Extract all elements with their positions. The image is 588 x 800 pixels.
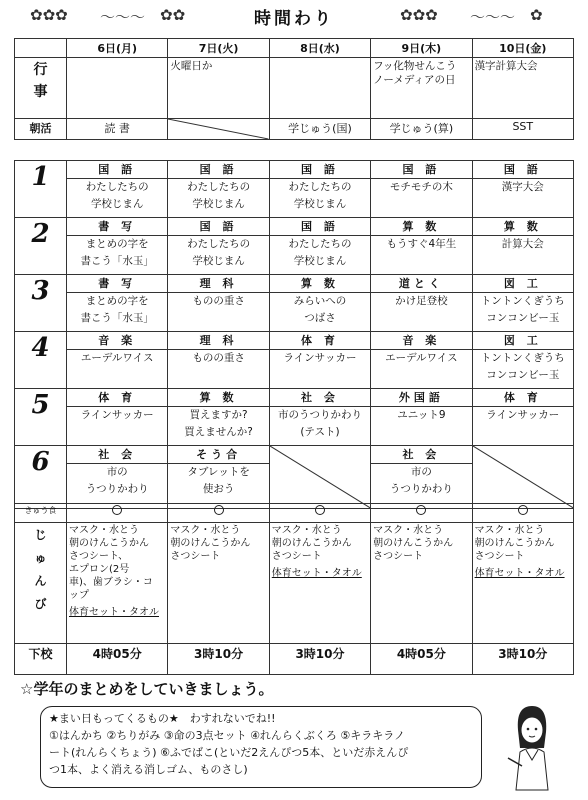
subject-label: 社 会 [67, 446, 167, 464]
subject-label: 国 語 [473, 161, 573, 179]
period-row [15, 446, 574, 509]
diagonal-line [168, 119, 268, 139]
asa-row [15, 119, 574, 140]
subject-label: 算 数 [270, 275, 370, 293]
lesson-content [473, 407, 573, 445]
circle-icon [315, 505, 325, 515]
gekou-label: 下校 [15, 644, 67, 675]
subject-label: 外国語 [371, 389, 471, 407]
period-number: 1 [15, 161, 67, 218]
junbi-line: マスク・水とう [170, 525, 241, 536]
lesson-content-line: トントンくぎうち [480, 352, 565, 364]
junbi-cell [269, 523, 370, 644]
junbi-line: マスク・水とう [373, 525, 444, 536]
lesson-cell [168, 446, 269, 509]
lesson-content-line: 使おう [202, 483, 235, 495]
junbi-line: マスク・水とう [474, 525, 545, 536]
lesson-content-line: 市の [410, 466, 432, 478]
day-header: 7日(火) [168, 39, 269, 58]
subject-label: 道とく [371, 275, 471, 293]
circle-icon [214, 505, 224, 515]
lesson-cell [472, 389, 573, 446]
lesson-content-line: 学校じまん [192, 198, 245, 210]
lesson-cell [371, 446, 472, 509]
lesson-content [67, 293, 167, 331]
gekou-time: 4時05分 [67, 644, 168, 675]
event-cell: フッ化物せんこう ノーメディアの日 [371, 58, 472, 119]
event-cell: 漢字計算大会 [472, 58, 573, 119]
subject-label: 図 工 [473, 332, 573, 350]
period-number: 4 [15, 332, 67, 389]
day-header: 10日(金) [472, 39, 573, 58]
event-cell [269, 58, 370, 119]
asa-cell: 学じゅう(算) [371, 119, 472, 140]
lesson-content-line: コンコンビー玉 [486, 312, 560, 324]
lesson-content-line: ラインサッカー [80, 409, 154, 421]
period-row [15, 161, 574, 218]
reminder-line: ①はんかち ②ちりがみ ③命の3点セット ④れんらくぶくろ ⑤キラキラノ [49, 729, 405, 742]
period-row [15, 389, 574, 446]
lesson-cell [371, 332, 472, 389]
subject-label: そう合 [168, 446, 268, 464]
lesson-content [168, 236, 268, 274]
gekou-time: 4時05分 [371, 644, 472, 675]
page-title: 時間わり [254, 9, 334, 29]
subject-label: 理 科 [168, 332, 268, 350]
junbi-line: さつシート [271, 551, 322, 562]
lesson-cell [269, 446, 370, 509]
lesson-content-line: わたしたちの [288, 181, 352, 193]
junbi-label: じ ゅ ん び [15, 523, 67, 644]
subject-label: 国 語 [270, 161, 370, 179]
day-header: 8日(水) [269, 39, 370, 58]
asa-cell-empty [168, 119, 269, 140]
lesson-content-line: 書こう「水玉」 [80, 312, 154, 324]
day-header: 9日(木) [371, 39, 472, 58]
gekou-time: 3時10分 [472, 644, 573, 675]
junbi-cell [472, 523, 573, 644]
junbi-underlined-item: 体育セット・タオル [271, 568, 362, 579]
wave-decoration-icon: 〜〜〜 [100, 8, 146, 26]
lesson-content-line: ラインサッカー [486, 409, 560, 421]
lesson-content-line: トントンくぎうち [480, 295, 565, 307]
day-header-row [15, 39, 574, 58]
lesson-cell [168, 275, 269, 332]
lesson-content-line: うつりかわり [85, 483, 149, 495]
lesson-cell [371, 218, 472, 275]
lesson-content [270, 293, 370, 331]
lesson-content [371, 407, 471, 445]
subject-label: 書 写 [67, 218, 167, 236]
subject-label: 書 写 [67, 275, 167, 293]
reminder-line: つ1本、よく消える消しゴム、ものさし) [49, 763, 248, 776]
lesson-cell [67, 332, 168, 389]
lesson-content-line: ものの重さ [192, 295, 245, 307]
reminder-line: ート(れんらくちょう) ⑥ふでばこ(といだ2えんぴつ5本、といだ赤えんぴ [49, 746, 409, 759]
subject-label: 図 工 [473, 275, 573, 293]
junbi-underlined-item: 体育セット・タオル [69, 607, 159, 618]
lesson-content [67, 350, 167, 388]
lesson-content-line: わたしたちの [187, 238, 251, 250]
lesson-cell [168, 218, 269, 275]
lesson-content [473, 236, 573, 274]
lesson-cell [269, 161, 370, 218]
lesson-content-line: 計算大会 [501, 238, 544, 250]
junbi-underlined-item: 体育セット・タオル [474, 568, 565, 579]
junbi-row [15, 523, 574, 644]
lesson-content-line: エーデルワイス [80, 352, 154, 364]
subject-label: 算 数 [371, 218, 471, 236]
lesson-cell [269, 389, 370, 446]
flower-decoration-icon: ✿✿ [160, 6, 186, 24]
junbi-line: 朝のけんこうかん [373, 538, 454, 549]
lesson-content-line: コンコンビー玉 [486, 369, 560, 381]
reminder-box [40, 706, 482, 788]
diagonal-line [270, 446, 370, 508]
lesson-content [270, 407, 370, 445]
lesson-content-line: (テスト) [300, 426, 340, 438]
kyushoku-label: きゅう食 [15, 504, 67, 523]
lesson-content-line: モチモチの木 [389, 181, 453, 193]
asa-label: 朝活 [15, 119, 67, 140]
circle-icon [112, 505, 122, 515]
event-cell [67, 58, 168, 119]
junbi-line: マスク・水とう [69, 525, 139, 536]
junbi-line: エプロン(2号 [69, 564, 130, 575]
lesson-content-line: 書こう「水玉」 [80, 255, 154, 267]
subject-label: 算 数 [168, 389, 268, 407]
wave-decoration-icon: 〜〜〜 [470, 8, 516, 26]
junbi-line: 朝のけんこうかん [69, 538, 149, 549]
junbi-line: さつシート、 [69, 551, 129, 562]
period-number: 2 [15, 218, 67, 275]
lesson-content-line: タブレットを [187, 466, 250, 478]
lesson-content-line: 市の [106, 466, 128, 478]
lesson-content-line: ユニット9 [397, 409, 446, 421]
subject-label: 国 語 [270, 218, 370, 236]
lesson-cell [67, 161, 168, 218]
lesson-content [473, 293, 573, 331]
teacher-illustration [500, 700, 560, 795]
junbi-cell [371, 523, 472, 644]
subject-label: 音 楽 [371, 332, 471, 350]
subject-label: 国 語 [67, 161, 167, 179]
lesson-content-line: つばさ [304, 312, 336, 324]
lesson-cell [67, 446, 168, 509]
subject-label: 国 語 [371, 161, 471, 179]
lesson-content-line: 学校じまん [192, 255, 245, 267]
lesson-content-line: 市のうつりかわり [277, 409, 362, 421]
junbi-line: さつシート [474, 551, 525, 562]
junbi-line: 朝のけんこうかん [271, 538, 352, 549]
subject-label: 音 楽 [67, 332, 167, 350]
period-row [15, 218, 574, 275]
lesson-content [168, 350, 268, 388]
lesson-content [67, 236, 167, 274]
lesson-cell [472, 275, 573, 332]
lesson-content-line: 学校じまん [293, 198, 347, 210]
junbi-cell [168, 523, 269, 644]
lesson-cell [371, 275, 472, 332]
subject-label: 体 育 [270, 332, 370, 350]
subject-label: 国 語 [168, 218, 268, 236]
lesson-cell [371, 389, 472, 446]
lesson-content-line: まとめの字を [85, 295, 149, 307]
bottom-table [14, 503, 574, 675]
lesson-content [270, 236, 370, 274]
lesson-content-line: エーデルワイス [385, 352, 458, 364]
lesson-content-line: みらいへの [293, 295, 347, 307]
lesson-content [168, 407, 268, 445]
events-row [15, 58, 574, 119]
junbi-line: ップ [69, 590, 89, 601]
reminder-line: ★まい日もってくるもの★ わすれないでね!! [49, 712, 276, 725]
circle-icon [518, 505, 528, 515]
diagonal-line [473, 446, 573, 508]
period-row [15, 332, 574, 389]
event-cell: 火曜日か [168, 58, 269, 119]
junbi-line: さつシート [170, 551, 221, 562]
subject-label: 社 会 [270, 389, 370, 407]
lesson-cell [269, 275, 370, 332]
lesson-content-line: うつりかわり [389, 483, 453, 495]
lesson-cell [472, 161, 573, 218]
subject-label: 社 会 [371, 446, 471, 464]
lesson-content-line: わたしたちの [85, 181, 149, 193]
asa-cell: 学じゅう(国) [269, 119, 370, 140]
lesson-content-line: 学校じまん [293, 255, 347, 267]
flower-decoration-icon: ✿ [530, 6, 543, 24]
lesson-content-line: ものの重さ [192, 352, 245, 364]
lesson-cell [67, 218, 168, 275]
junbi-line: マスク・水とう [271, 525, 342, 536]
lesson-content-line: もうすぐ4年生 [386, 238, 457, 250]
period-number: 5 [15, 389, 67, 446]
lesson-content [473, 350, 573, 388]
lesson-content [371, 293, 471, 331]
lesson-content [67, 464, 167, 508]
lesson-content-line: わたしたちの [288, 238, 352, 250]
junbi-line: 朝のけんこうかん [170, 538, 251, 549]
lesson-cell [168, 332, 269, 389]
lesson-content [371, 464, 471, 508]
lesson-content [67, 179, 167, 217]
day-header: 6日(月) [67, 39, 168, 58]
lesson-cell [67, 389, 168, 446]
kyushoku-row [15, 504, 574, 523]
lesson-content-line: まとめの字を [85, 238, 149, 250]
asa-cell: 読 書 [67, 119, 168, 140]
period-number: 6 [15, 446, 67, 509]
subject-label: 体 育 [473, 389, 573, 407]
lesson-content [270, 350, 370, 388]
subject-label: 体 育 [67, 389, 167, 407]
lesson-content-line: かけ足登校 [395, 295, 448, 307]
lesson-cell [472, 332, 573, 389]
lesson-content-line: 買えますか? [189, 409, 248, 421]
lesson-content-line: わたしたちの [187, 181, 251, 193]
lesson-content [168, 293, 268, 331]
subject-label: 算 数 [473, 218, 573, 236]
lesson-content [371, 350, 471, 388]
subject-label: 国 語 [168, 161, 268, 179]
lesson-cell [168, 389, 269, 446]
lesson-cell [472, 446, 573, 509]
section-heading: ☆学年のまとめをしていきましょう。 [20, 680, 274, 698]
junbi-line: さつシート [373, 551, 424, 562]
lesson-content [67, 407, 167, 445]
timetable [14, 38, 574, 140]
events-label: 行 事 [15, 58, 67, 119]
lesson-content [270, 179, 370, 217]
lesson-content-line: 学校じまん [90, 198, 144, 210]
lesson-cell [269, 218, 370, 275]
lesson-content-line: 買えませんか? [184, 426, 253, 438]
subject-label: 理 科 [168, 275, 268, 293]
gekou-time: 3時10分 [269, 644, 370, 675]
lesson-content [473, 179, 573, 217]
gekou-row [15, 644, 574, 675]
flower-decoration-icon: ✿✿✿ [400, 6, 438, 24]
lesson-content [168, 179, 268, 217]
period-table [14, 160, 574, 509]
junbi-cell [67, 523, 168, 644]
junbi-line: 朝のけんこうかん [474, 538, 555, 549]
header-banner [0, 0, 588, 36]
lesson-content [371, 236, 471, 274]
lesson-cell [472, 218, 573, 275]
lesson-cell [269, 332, 370, 389]
lesson-cell [168, 161, 269, 218]
circle-icon [416, 505, 426, 515]
period-number: 3 [15, 275, 67, 332]
period-row [15, 275, 574, 332]
lesson-cell [67, 275, 168, 332]
junbi-line: 車)、歯ブラシ・コ [69, 577, 153, 588]
lesson-content-line: ラインサッカー [283, 352, 357, 364]
asa-cell: SST [472, 119, 573, 140]
lesson-content-line: 漢字大会 [501, 181, 544, 193]
lesson-content [168, 464, 268, 508]
gekou-time: 3時10分 [168, 644, 269, 675]
lesson-cell [371, 161, 472, 218]
flower-decoration-icon: ✿✿✿ [30, 6, 68, 24]
lesson-content [371, 179, 471, 217]
